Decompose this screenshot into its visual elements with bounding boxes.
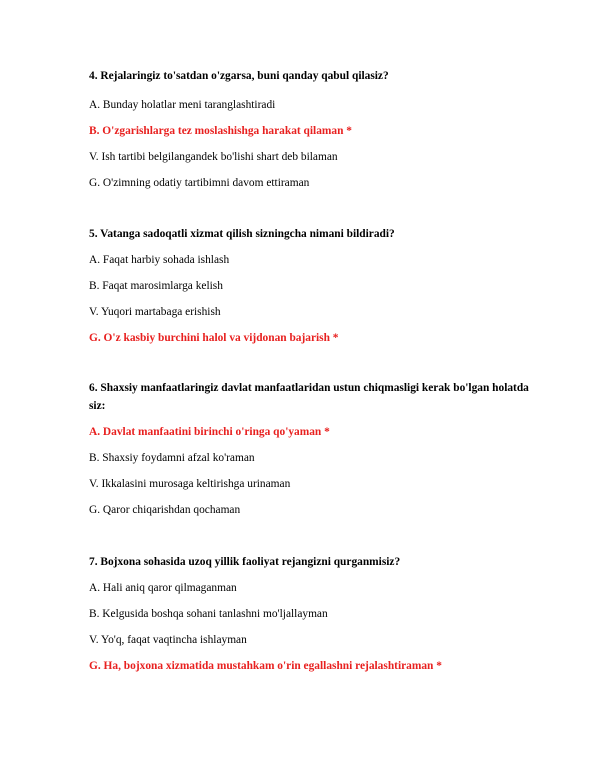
question-5-option-a: A. Faqat harbiy sohada ishlash — [89, 254, 230, 266]
question-6-option-v: V. Ikkalasini murosaga keltirishga urinaman — [89, 478, 291, 490]
question-6-text: 6. Shaxsiy manfaatlaringiz davlat manfaatlaridan ustun chiqmasligi kerak bo'lgan holatda siz: — [89, 382, 529, 412]
question-7-option-a: A. Hali aniq qaror qilmaganman — [89, 582, 237, 594]
question-5-option-v: V. Yuqori martabaga erishish — [89, 306, 221, 318]
question-6-option-b: B. Shaxsiy foydamni afzal ko'raman — [89, 452, 255, 464]
question-4-option-b-correct: B. O'zgarishlarga tez moslashishga harakat qilaman * — [89, 125, 352, 137]
question-7-option-b: B. Kelgusida boshqa sohani tanlashni mo'ljallayman — [89, 608, 328, 620]
question-7-option-g-correct: G. Ha, bojxona xizmatida mustahkam o'rin egallashni rejalashtiraman * — [89, 660, 442, 672]
question-5-option-g-correct: G. O'z kasbiy burchini halol va vijdonan bajarish * — [89, 332, 339, 344]
question-4-option-v: V. Ish tartibi belgilangandek bo'lishi shart deb bilaman — [89, 151, 338, 163]
question-7-option-v: V. Yo'q, faqat vaqtincha ishlayman — [89, 634, 247, 646]
question-4-option-a: A. Bunday holatlar meni taranglashtiradi — [89, 99, 276, 111]
question-5-option-b: B. Faqat marosimlarga kelish — [89, 280, 223, 292]
question-7-text: 7. Bojxona sohasida uzoq yillik faoliyat rejangizni qurganmisiz? — [89, 556, 401, 568]
question-4-option-g: G. O'zimning odatiy tartibimni davom ettiraman — [89, 177, 310, 189]
question-6-option-g: G. Qaror chiqarishdan qochaman — [89, 504, 241, 516]
question-6-option-a-correct: A. Davlat manfaatini birinchi o'ringa qo'yaman * — [89, 426, 330, 438]
question-5-text: 5. Vatanga sadoqatli xizmat qilish sizningcha nimani bildiradi? — [89, 228, 395, 240]
question-4-text: 4. Rejalaringiz to'satdan o'zgarsa, buni qanday qabul qilasiz? — [89, 70, 389, 82]
